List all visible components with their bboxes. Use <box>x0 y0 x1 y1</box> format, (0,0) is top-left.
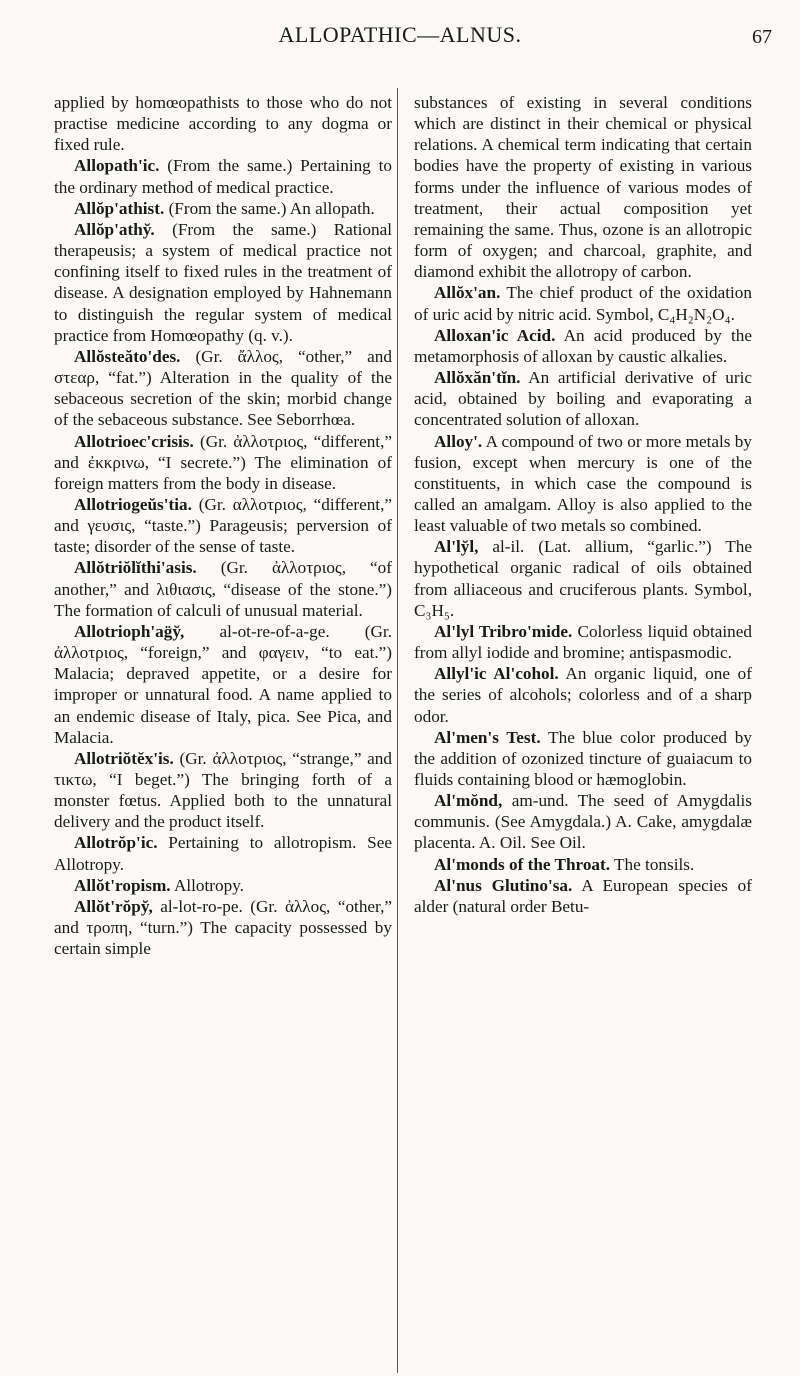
entry-headword: Allotriogeŭs'tia. <box>74 494 192 514</box>
entry-body: The chief product of the oxidation of uric acid by nitric acid. Symbol, C₄H₂N₂O₄. <box>414 283 752 324</box>
entry-headword: Allŏtriŏlĭthi'asis. <box>74 558 197 578</box>
entry-body: (From the same.) An allopath. <box>164 198 375 218</box>
entry-headword: Al'monds of the Throat. <box>434 854 611 874</box>
entry-headword: Allŏt'rŏpy̆, <box>74 896 153 916</box>
dictionary-entry <box>54 155 392 197</box>
dictionary-entry <box>414 282 752 324</box>
column-divider <box>397 88 398 1373</box>
dictionary-entry <box>54 896 392 959</box>
entry-body: The blue color produced by the addition of ozonized tincture of guaiacum to fluids containing blood or hæmoglobin. <box>414 727 752 789</box>
dictionary-entry <box>54 346 392 431</box>
entry-body: substances of existing in several conditions which are distinct in their chemical or physical relations. A chemical term indicating that certain bodies have the property of existing in various forms under the influence of various modes of treatment, their actual composition yet remaining the same. Thus, ozone is an allotropic form of oxygen; and charcoal, graphite, and diamond exhibit the allotropy of carbon. <box>414 93 752 282</box>
entry-headword: Al'ly̆l, <box>434 537 479 557</box>
running-head: ALLOPATHIC—ALNUS. <box>278 22 522 47</box>
entry-headword: Allŏx'an. <box>434 283 501 303</box>
entry-body: (Gr. ἄλλος, “other,” and στεαρ, “fat.”) Alteration in the quality of the sebaceous secretion of the skin; morbid change of the sebaceous substance. See Seborrhœa. <box>54 346 392 430</box>
dictionary-entry <box>54 198 392 219</box>
dictionary-entry <box>54 494 392 557</box>
dictionary-entry <box>54 92 392 155</box>
entry-headword: Allŏsteăto'des. <box>74 346 181 366</box>
entry-body: (Gr. ἀλλοτριος, “of another,” and λιθιασις, “disease of the stone.”) The formation of calculi of unusual material. <box>54 558 392 620</box>
entry-headword: Al'lyl Tribro'mide. <box>434 621 573 641</box>
entry-body: al-il. (Lat. allium, “garlic.”) The hypothetical organic radical of oils obtained from alliaceous and cruciferous plants. Symbol, C₃H₅. <box>414 537 752 620</box>
entry-headword: Allyl'ic Al'cohol. <box>434 664 559 684</box>
entry-body: applied by homœopathists to those who do not practise medicine according to any dogma or fixed rule. <box>54 93 392 155</box>
entry-body: The tonsils. <box>610 854 695 874</box>
entry-body: (Gr. αλλοτριος, “different,” and γευσις, “taste.”) Parageusis; perversion of taste; disorder of the sense of taste. <box>54 494 392 557</box>
page-number: 67 <box>752 26 772 48</box>
dictionary-entry <box>54 219 392 346</box>
entry-body: An organic liquid, one of the series of alcohols; colorless and of a sharp odor. <box>414 664 752 726</box>
entry-headword: Allotrioec'crisis. <box>74 431 194 451</box>
entry-body: al-ot-re-of-a-ge. (Gr. ἀλλοτριος, “foreign,” and φαγειν, “to eat.”) Malacia; depraved appetite, or a desire for improper or unnatural food. A name applied to an endemic disease of Italy, pica. See Pica, and Malacia. <box>54 621 392 747</box>
entry-headword: Allotrioph'ag̈y̆, <box>74 621 185 641</box>
entry-headword: Al'men's Test. <box>434 727 541 747</box>
entry-body: al-lot-ro-pe. (Gr. ἀλλος, “other,” and τροπη, “turn.”) The capacity possessed by certain simple <box>54 896 392 959</box>
entry-body: (Gr. ἀλλοτριος, “different,” and ἐκκρινω, “I secrete.”) The elimination of foreign matters from the body in disease. <box>54 431 392 493</box>
entry-headword: Alloy'. <box>434 431 483 451</box>
dictionary-entry <box>414 536 752 621</box>
entry-body: Colorless liquid obtained from allyl iodide and bromine; antispasmodic. <box>414 621 752 663</box>
dictionary-entry <box>54 832 392 874</box>
entry-body: Allotropy. <box>170 875 244 895</box>
dictionary-entry <box>414 727 752 790</box>
dictionary-entry <box>414 790 752 853</box>
dictionary-entry <box>414 621 752 663</box>
dictionary-entry <box>414 854 752 875</box>
dictionary-entry <box>414 92 752 282</box>
dictionary-entry <box>414 431 752 537</box>
entry-headword: Allŏp'athist. <box>74 198 165 218</box>
entry-headword: Allŏt'ropism. <box>74 875 171 895</box>
entry-headword: Al'nus Glutino'sa. <box>434 875 573 895</box>
entry-body: A European species of alder (natural order Betu- <box>414 875 752 916</box>
dictionary-entry <box>54 557 392 620</box>
entry-body: An artificial derivative of uric acid, obtained by boiling and evaporating a concentrated solution of alloxan. <box>414 368 752 430</box>
entry-body: (Gr. ἀλλοτριος, “strange,” and τικτω, “I beget.”) The bringing forth of a monster fœtus. Applied both to the unnatural delivery and the product itself. <box>54 748 392 832</box>
entry-body: An acid produced by the metamorphosis of alloxan by caustic alkalies. <box>414 325 752 366</box>
dictionary-entry <box>54 431 392 494</box>
dictionary-entry <box>414 325 752 367</box>
left-column <box>54 92 392 959</box>
entry-body: A compound of two or more metals by fusion, except when mercury is one of the constituents, in which case the compound is called an amalgam. Alloy is also applied to the least valuable of two metals so combined. <box>414 431 752 536</box>
dictionary-entry <box>414 875 752 917</box>
entry-body: am-und. The seed of Amygdalis communis. (See Amygdala.) A. Cake, amygdalæ placenta. A. Oil. See Oil. <box>414 791 752 853</box>
entry-headword: Allopath'ic. <box>74 156 160 176</box>
entry-headword: Alloxan'ic Acid. <box>434 325 556 345</box>
entry-body: (From the same.) Rational therapeusis; a system of medical practice not confining itself to fixed rules in the treatment of disease. A designation employed by Hahnemann to distinguish the regular system of medical practice from Homœopathy (q. v.). <box>54 219 392 345</box>
dictionary-entry <box>54 621 392 748</box>
dictionary-entry <box>54 748 392 833</box>
dictionary-entry <box>54 875 392 896</box>
entry-headword: Allŏp'athy̆. <box>74 219 155 239</box>
page-header <box>0 22 800 52</box>
entry-headword: Al'mŏnd, <box>434 791 503 811</box>
dictionary-entry <box>414 367 752 430</box>
entry-headword: Allotriŏtĕx'is. <box>74 748 174 768</box>
right-column <box>414 92 752 917</box>
dictionary-entry <box>414 663 752 726</box>
entry-body: (From the same.) Pertaining to the ordinary method of medical practice. <box>54 156 392 197</box>
entry-headword: Allŏxăn'tĭn. <box>434 368 521 388</box>
entry-body: Pertaining to allotropism. See Allotropy. <box>54 833 392 874</box>
entry-headword: Allotrŏp'ic. <box>74 833 158 853</box>
